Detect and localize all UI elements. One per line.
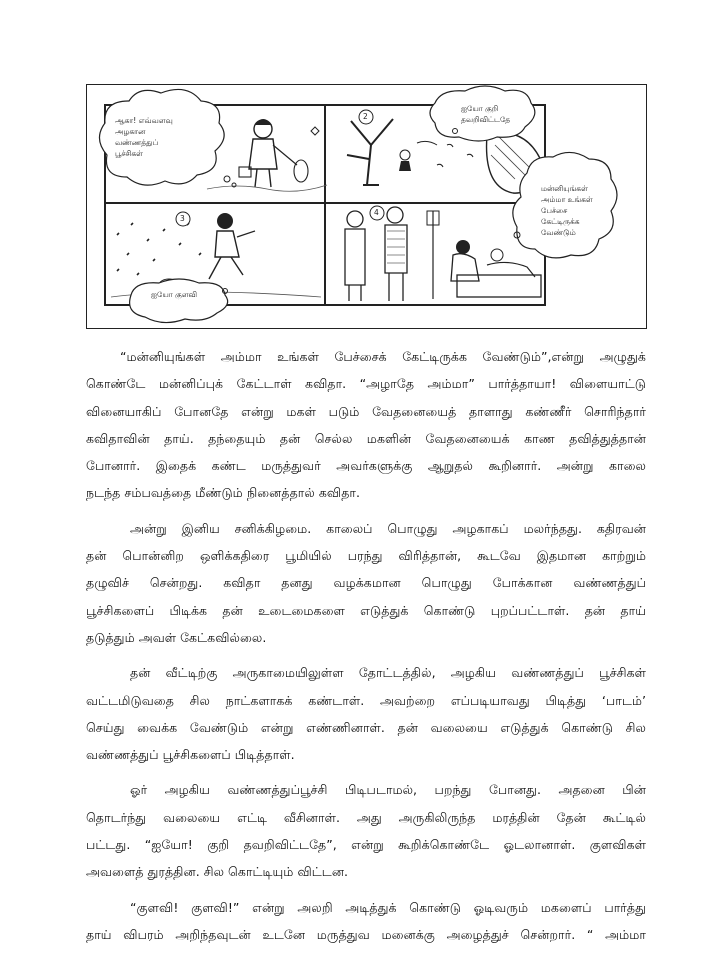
panel-4-hospital-scene: [345, 207, 541, 301]
paragraph-3: [86, 659, 646, 768]
text-line: ஓர் அழகிய வண்ணத்துப்பூச்சி பிடிபடாமல், பறந்து போனது. அதனை பின்: [130, 782, 646, 798]
text-line: தழுவிச் சென்றது. கவிதா தனது வழக்கமான பொழுது போக்கான வண்ணத்துப்: [86, 575, 646, 591]
panel-number-2: 2: [363, 112, 368, 121]
text-line: வண்ணத்துப் பூச்சிகளைப் பிடித்தாள்.: [86, 747, 295, 763]
bubble-line: ஐயோ குளவி: [151, 290, 197, 299]
text-line: அவளைத் துரத்தின. சில கொட்டியும் விட்டன.: [86, 864, 349, 880]
text-line: போனார். இதைக் கண்ட மருத்துவர் அவர்களுக்கு ஆறுதல் கூறினார். அன்று காலை: [86, 458, 646, 474]
paragraph-4: [86, 776, 646, 885]
bubble-line: தவறிவிட்டதே: [461, 115, 511, 124]
panel-number-3: 3: [180, 214, 185, 223]
bubble-line: வேண்டும்: [541, 228, 576, 237]
speech-bubble-panel-2: [461, 103, 510, 125]
text-line: கொண்டே மன்னிப்புக் கேட்டாள் கவிதா. “அழாதே அம்மா” பார்த்தாயா! விளையாட்டு: [86, 376, 646, 392]
bubble-line: மன்னியுங்கள்: [541, 184, 588, 193]
text-line: வினையாகிப் போனதே என்று மகள் படும் வேதனையைத் தாளாது கண்ணீர் சொரிந்தார்: [86, 403, 646, 419]
comic-illustration: [86, 84, 647, 329]
bubble-line: பேச்சை: [541, 206, 568, 215]
story-text: [86, 343, 646, 956]
paragraph-1: [86, 343, 646, 507]
text-line: தடுத்தும் அவள் கேட்கவில்லை.: [86, 629, 267, 645]
text-line: அன்று இனிய சனிக்கிழமை. காலைப் பொழுது அழகாகப் மலர்ந்தது. கதிரவன்: [130, 520, 646, 536]
bubble-line: வண்ணத்துப்: [115, 138, 159, 147]
bubble-line: கேட்டிருக்க: [541, 217, 580, 226]
text-line: “மன்னியுங்கள் அம்மா உங்கள் பேச்சைக் கேட்டிருக்க வேண்டும்”,என்று அழுதுக்: [120, 349, 646, 364]
bubble-line: ஐயோ குறி: [461, 104, 499, 113]
text-line: பட்டது. “ஐயோ! குறி தவறிவிட்டதே”, என்று கூறிக்கொண்டே ஓடலானாள். குளவிகள்: [86, 837, 646, 853]
panel-1-girl-with-net: [207, 119, 327, 191]
text-line: தன் பொன்னிற ஒளிக்கதிரை பூமியில் பரந்து விரித்தான், கூடவே இதமான காற்றும்: [86, 548, 646, 564]
paragraph-5: [86, 894, 646, 949]
text-line: கவிதாவின் தாய். தந்தையும் தன் செல்ல மகளின் வேதனையைக் காண தவித்துத்தான்: [86, 430, 646, 446]
bubble-line: பூச்சிகள்: [115, 149, 143, 158]
paragraph-2: [86, 515, 646, 651]
text-line: தன் வீட்டிற்கு அருகாமையிலுள்ள தோட்டத்தில், அழகிய வண்ணத்துப் பூச்சிகள்: [130, 665, 646, 681]
text-line: நடந்த சம்பவத்தை மீண்டும் நினைத்தால் கவிதா.: [86, 485, 360, 501]
speech-bubble-panel-4: [541, 183, 593, 238]
panel-number-4: 4: [374, 208, 379, 217]
text-line: வட்டமிடுவதை சில நாட்களாகக் கண்டாள். அவற்றை எப்படியாவது பிடித்து ‘பாடம்’: [86, 692, 646, 708]
text-line: செய்து வைக்க வேண்டும் என்று எண்ணினாள். தன் வலையை எடுத்துக் கொண்டு சில: [86, 719, 646, 735]
speech-bubble-panel-1: [115, 115, 173, 159]
text-line: தொடர்ந்து வலையை எட்டி வீசினாள். அது அருகிலிருந்த மரத்தின் தேன் கூட்டில்: [86, 809, 646, 825]
text-line: “குளவி! குளவி!” என்று அலறி அடித்துக் கொண்டு ஓடிவரும் மகளைப் பார்த்து: [130, 899, 646, 915]
text-line: தாய் விபரம் அறிந்தவுடன் உடனே மருத்துவ மனைக்கு அழைத்துச் சென்றார். “ அம்மா: [86, 926, 646, 942]
bubble-line: ஆகா! எவ்வளவு: [115, 116, 173, 125]
bubble-shape-3: [130, 279, 228, 323]
bubble-line: அழகான: [115, 127, 146, 136]
text-line: பூச்சிகளைப் பிடிக்க தன் உடைமைகளை எடுத்துக் கொண்டு புறப்பட்டாள். தன் தாய்: [86, 602, 646, 618]
speech-bubble-panel-3: [151, 289, 197, 300]
bubble-line: அம்மா உங்கள்: [541, 195, 593, 204]
